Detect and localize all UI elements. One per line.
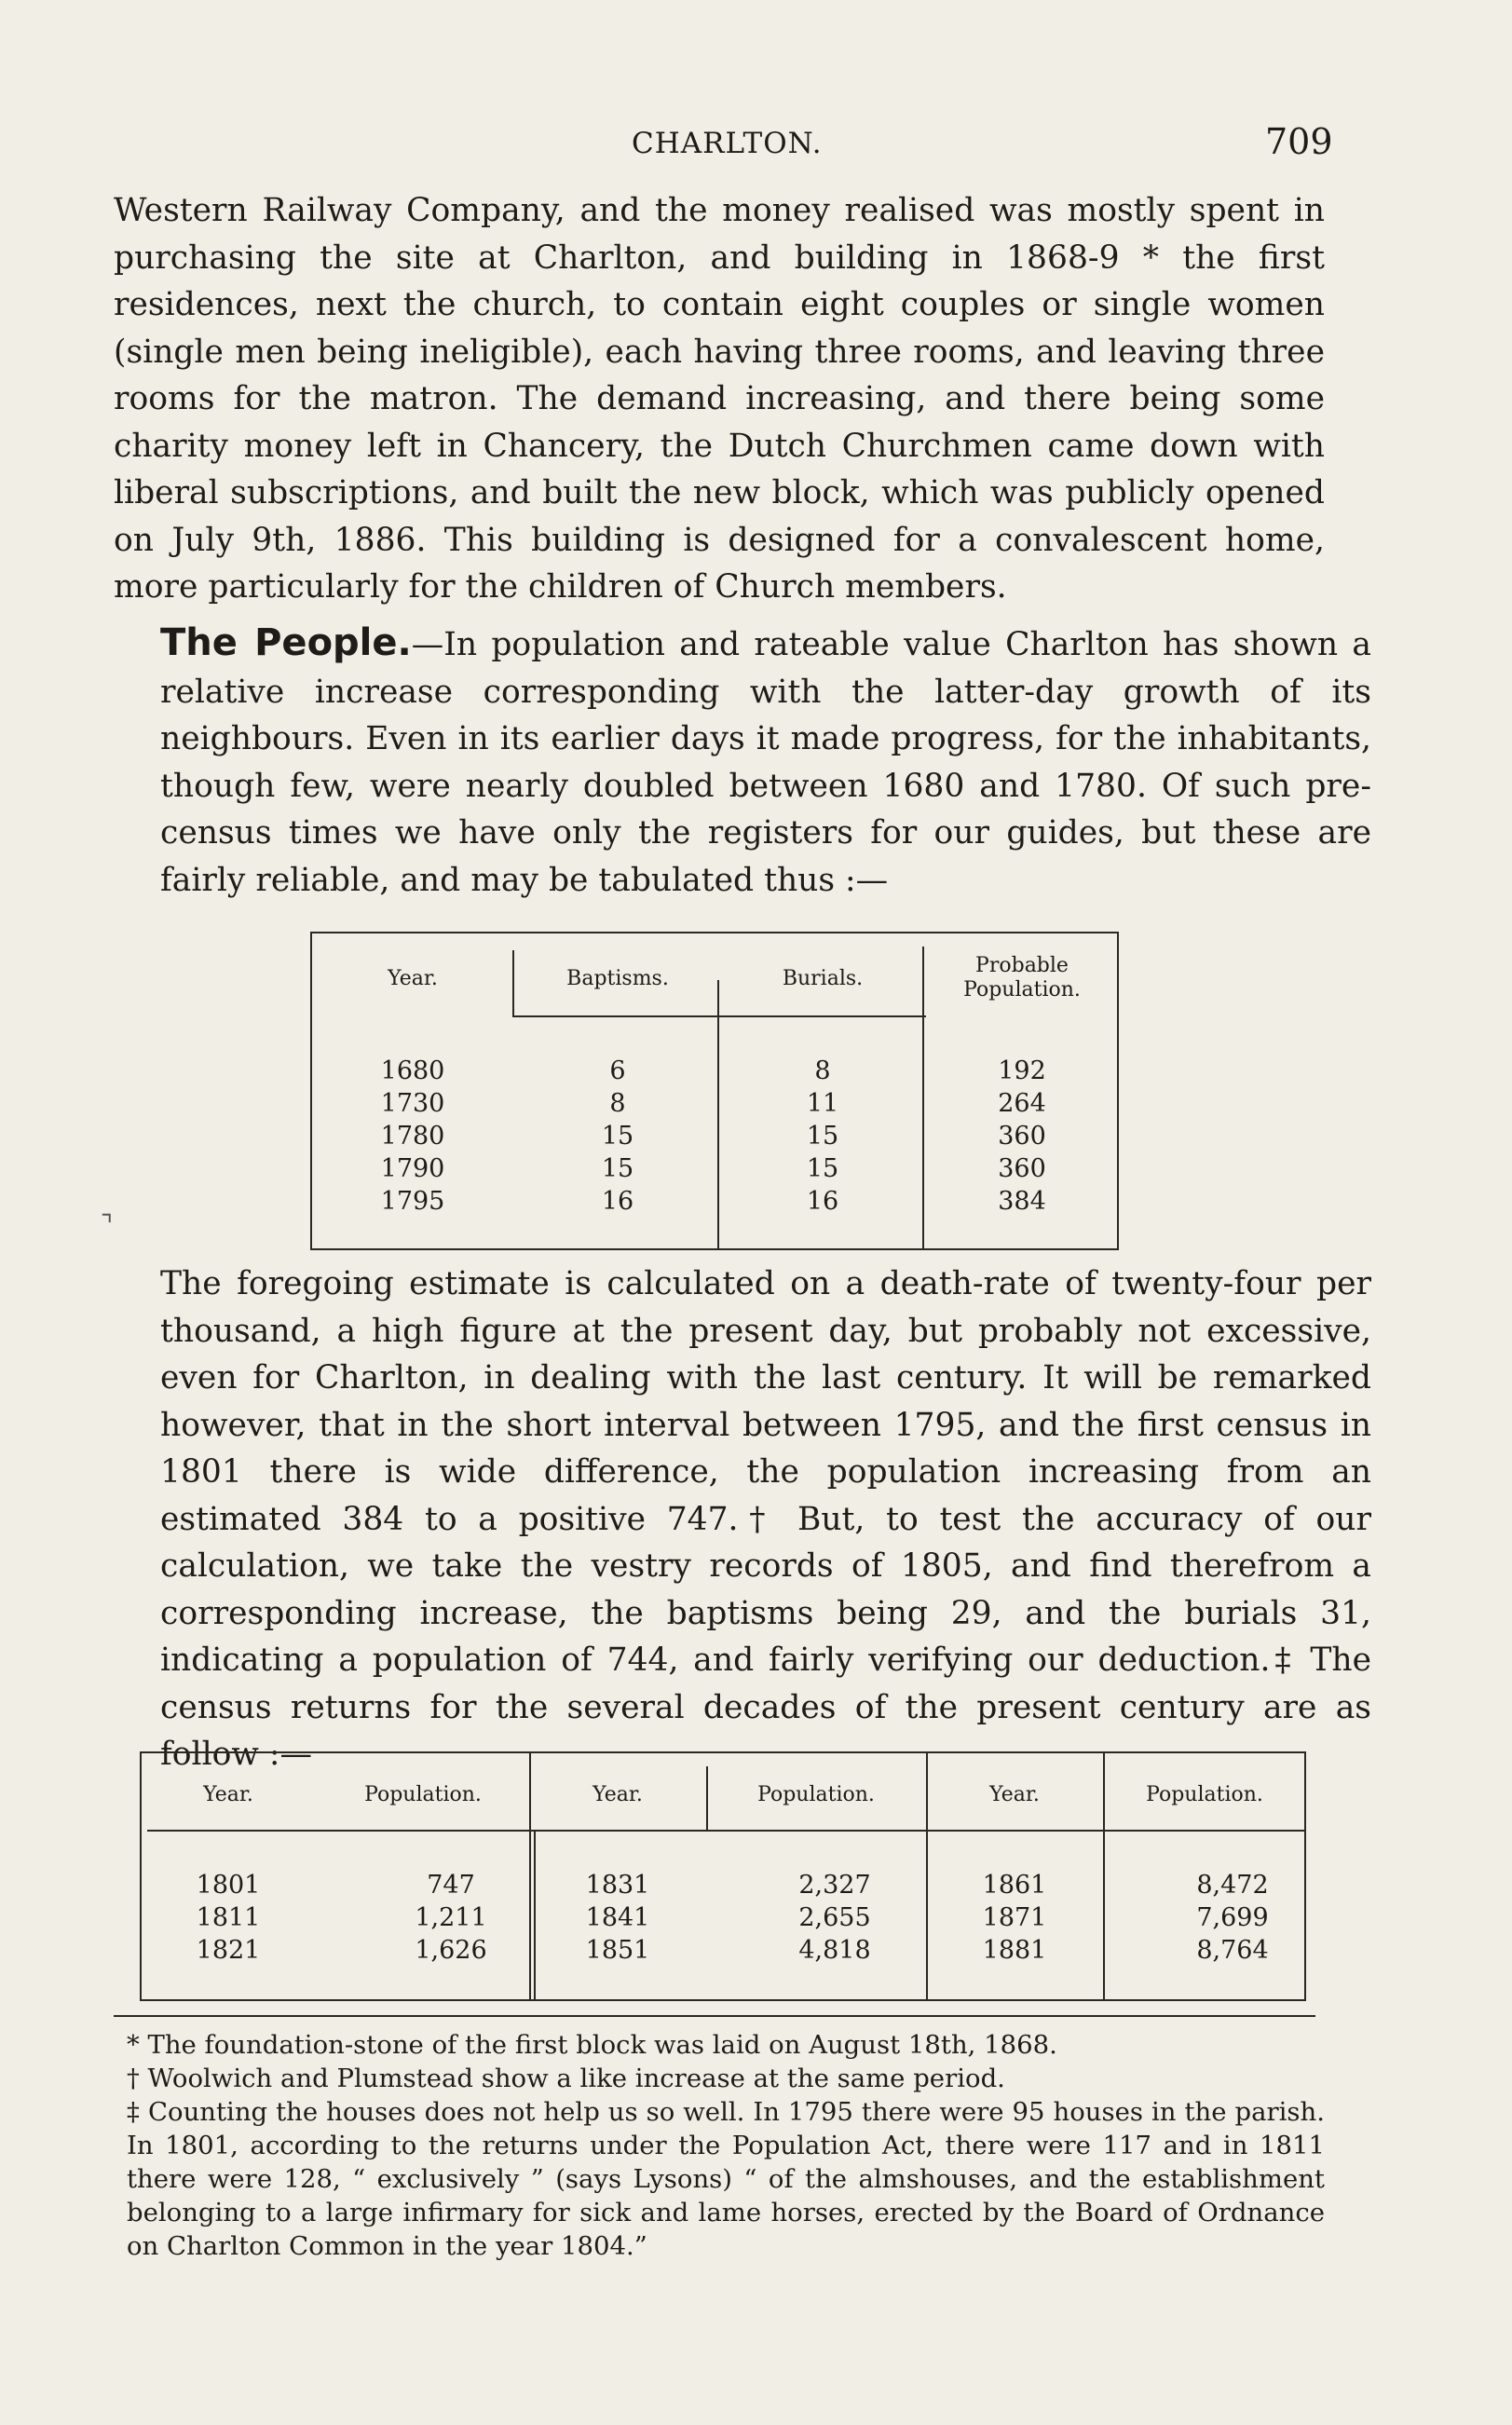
column-divider: [1304, 1753, 1306, 1999]
census-header-year: Year.: [593, 1783, 643, 1806]
column-divider: [512, 950, 514, 1017]
census-header-population: Population.: [364, 1783, 482, 1806]
column-divider: [922, 947, 924, 1248]
page-title: CHARLTON.: [632, 127, 823, 160]
register-header-rule: [512, 1015, 926, 1017]
register-cell: 1680: [380, 1056, 445, 1085]
register-cell: 15: [601, 1122, 634, 1151]
census-cell: 2,655: [798, 1903, 871, 1932]
register-cell: 15: [806, 1154, 839, 1183]
census-header-population: Population.: [757, 1783, 875, 1806]
register-cell: 16: [806, 1187, 839, 1216]
register-cell: 264: [998, 1089, 1046, 1118]
column-divider: [310, 933, 312, 1248]
register-cell: 15: [601, 1154, 634, 1183]
census-cell: 747: [427, 1871, 475, 1900]
census-cell: 1841: [585, 1903, 650, 1932]
register-header-year: Year.: [388, 967, 438, 990]
register-cell: 1795: [380, 1187, 445, 1216]
census-cell: 1861: [982, 1871, 1047, 1900]
column-divider: [1117, 933, 1119, 1248]
footnotes: [114, 2028, 1325, 2263]
register-cell: 1790: [380, 1154, 445, 1183]
census-header-rule: [147, 1830, 1306, 1832]
register-cell: 15: [806, 1122, 839, 1151]
register-cell: 1780: [380, 1122, 445, 1151]
register-cell: 384: [998, 1187, 1046, 1216]
footnote: ‡ Counting the houses does not help us so well. In 1795 there were 95 houses in the parish. In 1801, according to the returns under the Population Act, there were 117 and in 1811 there were 128, “ exclusively ” (says Lysons) “ of the almshouses, and the establishment belonging to a large infirmary for sick and lame horses, erected by the Board of Ordnance on Charlton Common in the year 1804.”: [127, 2097, 1325, 2261]
column-divider: [534, 1830, 536, 1999]
register-cell: 11: [806, 1089, 839, 1118]
census-cell: 1801: [196, 1871, 261, 1900]
register-header-burials: Burials.: [782, 967, 864, 990]
section-heading-the-people: The People.: [160, 621, 412, 664]
census-cell: 1811: [196, 1903, 261, 1932]
register-cell: 192: [998, 1056, 1046, 1085]
census-cell: 1821: [196, 1936, 261, 1965]
census-cell: 1,626: [415, 1936, 487, 1965]
column-divider: [529, 1753, 531, 1999]
census-cell: 8,472: [1196, 1871, 1269, 1900]
register-header-probable-population: Probable Population.: [963, 954, 1081, 1001]
column-divider: [926, 1753, 928, 1999]
census-cell: 1881: [982, 1936, 1047, 1965]
register-header-baptisms: Baptisms.: [566, 967, 669, 990]
paragraph-the-people: [114, 620, 1371, 904]
register-cell: 8: [609, 1089, 626, 1118]
census-header-population: Population.: [1146, 1783, 1263, 1806]
page-number: 709: [1265, 121, 1333, 162]
column-divider: [1103, 1753, 1105, 1999]
census-cell: 1,211: [415, 1903, 487, 1932]
census-cell: 2,327: [798, 1871, 871, 1900]
register-cell: 16: [601, 1187, 634, 1216]
column-divider: [140, 1753, 142, 1999]
census-header-year: Year.: [203, 1783, 253, 1806]
census-header-year: Year.: [989, 1783, 1040, 1806]
register-cell: 6: [609, 1056, 626, 1085]
census-cell: 1831: [585, 1871, 650, 1900]
column-divider: [717, 980, 719, 1248]
margin-mark-icon: ⌝: [101, 1209, 114, 1240]
census-cell: 1871: [982, 1903, 1047, 1932]
register-table: [310, 932, 1119, 1250]
census-cell: 7,699: [1196, 1903, 1269, 1932]
census-cell: 8,764: [1196, 1936, 1269, 1965]
register-cell: 1730: [380, 1089, 445, 1118]
paragraph-charity-building: Western Railway Company, and the money realised was mostly spent in purchasing the site at Charlton, and building in 1868-9 * the first residences, next the church, to contain eight couples or single women (single men being ineligible), each having three rooms, and leaving three rooms for the matron. The demand increasing, and there being some charity money left in Chancery, the Dutch Churchmen came down with liberal subscriptions, and built the new block, which was publicly opened on July 9th, 1886. This building is designed for a convalescent home, more particularly for the children of Church members.: [114, 192, 1325, 606]
register-cell: 360: [998, 1154, 1046, 1183]
census-cell: 1851: [585, 1936, 650, 1965]
paragraph-estimate: The foregoing estimate is calculated on a death-rate of twenty-four per thousand, a high figure at the present day, but probably not excessive, even for Charlton, in dealing with the last century. It will be remarked however, that in the short interval between 1795, and the first census in 1801 there is wide difference, the population increasing from an estimated 384 to a positive 747.† But, to test the accuracy of our calculation, we take the vestry records of 1805, and find therefrom a corresponding increase, the baptisms being 29, and the burials 31, indicating a population of 744, and fairly verifying our deduction.‡ The census returns for the several decades of the present century are as follow :—: [160, 1265, 1371, 1773]
footnote: † Woolwich and Plumstead show a like increase at the same period.: [127, 2064, 1005, 2093]
census-table: [140, 1751, 1306, 2001]
register-cell: 8: [814, 1056, 831, 1085]
column-divider: [706, 1766, 708, 1830]
running-head: [0, 121, 1512, 168]
footnote: * The foundation-stone of the first block was laid on August 18th, 1868.: [127, 2030, 1057, 2060]
paragraph-the-people-text: —In population and rateable value Charlton has shown a relative increase corresponding with the latter-day growth of its neighbours. Even in its earlier days it made progress, for the inhabitants, though few, were nearly doubled between 1680 and 1780. Of such pre-census times we have only the registers for our guides, but these are fairly reliable, and may be tabulated thus :—: [160, 626, 1371, 899]
footnote-rule: [114, 2015, 1315, 2017]
census-cell: 4,818: [798, 1936, 871, 1965]
register-cell: 360: [998, 1122, 1046, 1151]
